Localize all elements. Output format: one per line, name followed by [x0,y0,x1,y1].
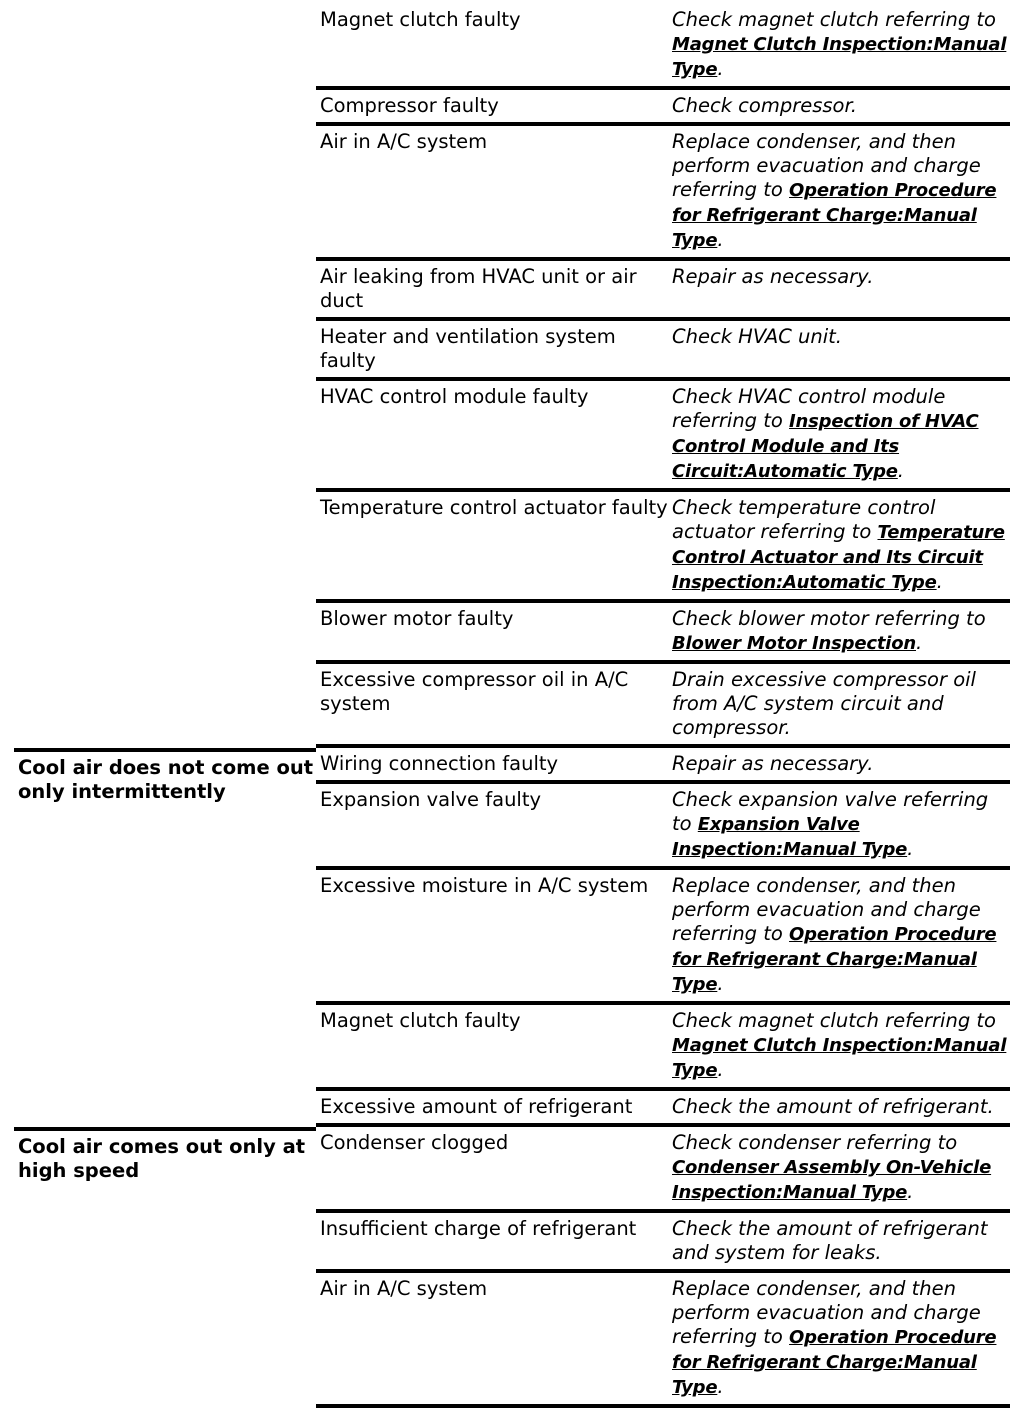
remedy-cell [668,1273,1010,1408]
remedy-cell [668,748,1010,784]
procedure-link[interactable]: Inspection:Automatic Type [672,572,937,593]
table-row [14,4,1010,90]
cause-cell [316,381,668,492]
troubleshooting-table-body [14,4,1010,1408]
cause-text: Air leaking from HVAC unit or air duct [320,265,637,312]
remedy-cell [668,603,1010,664]
remedy-text: Drain excessive compressor oil [672,668,976,691]
remedy-text: . [897,459,904,482]
remedy-text: to [672,812,698,835]
table-row [14,1127,1010,1213]
remedy-text: Check the amount of refrigerant. [672,1095,994,1118]
remedy-text: perform evacuation and charge [672,1301,981,1324]
remedy-text: referring to [672,1325,790,1348]
cause-cell [316,1127,668,1213]
procedure-link[interactable]: Magnet Clutch Inspection:Manual [672,34,1007,55]
symptom-label: Cool air comes out only at high speed [18,1135,306,1182]
remedy-text: . [717,228,724,251]
procedure-link[interactable]: Operation Procedure [789,924,997,945]
procedure-link[interactable]: Blower Motor Inspection [672,633,916,654]
procedure-link[interactable]: Inspection:Manual Type [672,1182,908,1203]
remedy-cell [668,90,1010,126]
remedy-text: referring to [672,922,790,945]
remedy-text: Check the amount of refrigerant [672,1217,988,1240]
cause-cell [316,126,668,261]
remedy-text: Check temperature control [672,496,936,519]
cause-text: Excessive amount of refrigerant [320,1095,633,1118]
cause-cell [316,492,668,603]
remedy-cell [668,870,1010,1005]
remedy-text: Check HVAC unit. [672,325,842,348]
procedure-link[interactable]: Type [672,230,718,251]
procedure-link[interactable]: for Refrigerant Charge:Manual [672,1352,977,1373]
cause-cell [316,1273,668,1408]
procedure-link[interactable]: Control Actuator and Its Circuit [672,547,983,568]
procedure-link[interactable]: for Refrigerant Charge:Manual [672,949,977,970]
remedy-text: . [915,631,923,654]
remedy-cell [668,492,1010,603]
cause-text: Compressor faulty [320,94,499,117]
cause-cell [316,784,668,870]
remedy-text: . [907,837,914,860]
remedy-text: Check condenser referring to [672,1131,958,1154]
remedy-text: actuator referring to [672,520,878,543]
cause-text: Magnet clutch faulty [320,1009,521,1032]
cause-cell [316,1005,668,1091]
procedure-link[interactable]: Temperature [877,522,1005,543]
cause-text: Blower motor faulty [320,607,514,630]
remedy-text: perform evacuation and charge [672,154,981,177]
symptom-cell [14,4,316,748]
cause-text: Excessive moisture in A/C system [320,874,649,897]
cause-text: Insufficient charge of refrigerant [320,1217,637,1240]
cause-text: Temperature control actuator faulty [320,496,668,519]
remedy-text: . [717,57,724,80]
procedure-link[interactable]: Operation Procedure [789,180,997,201]
remedy-text: and system for leaks. [672,1241,882,1264]
cause-cell [316,261,668,321]
remedy-cell [668,126,1010,261]
cause-text: Expansion valve faulty [320,788,542,811]
remedy-cell [668,664,1010,748]
remedy-text: . [907,1180,914,1203]
cause-text: Heater and ventilation system faulty [320,325,616,372]
remedy-cell [668,321,1010,381]
symptom-cell [14,748,316,1127]
remedy-text: Check compressor. [672,94,857,117]
procedure-link[interactable]: Control Module and Its [672,436,900,457]
remedy-text: Check expansion valve referring [672,788,989,811]
remedy-text: Check blower motor referring to [672,607,986,630]
remedy-text: Check HVAC control module [672,385,946,408]
cause-text: HVAC control module faulty [320,385,589,408]
cause-cell [316,321,668,381]
remedy-text: from A/C system circuit and [672,692,944,715]
remedy-cell [668,1213,1010,1273]
procedure-link[interactable]: Type [672,59,718,80]
symptom-cell [14,1127,316,1408]
remedy-text: compressor. [672,716,791,739]
procedure-link[interactable]: Type [672,1377,718,1398]
procedure-link[interactable]: Circuit:Automatic Type [672,461,898,482]
cause-cell [316,1091,668,1127]
cause-text: Magnet clutch faulty [320,8,521,31]
remedy-text: Repair as necessary. [672,752,874,775]
remedy-cell [668,1005,1010,1091]
remedy-text: Replace condenser, and then [672,874,956,897]
remedy-text: . [717,972,724,995]
remedy-cell [668,1127,1010,1213]
procedure-link[interactable]: Condenser Assembly On-Vehicle [672,1157,992,1178]
cause-cell [316,90,668,126]
procedure-link[interactable]: Operation Procedure [789,1327,997,1348]
procedure-link[interactable]: Type [672,974,718,995]
cause-text: Air in A/C system [320,130,488,153]
remedy-text: perform evacuation and charge [672,898,981,921]
procedure-link[interactable]: Magnet Clutch Inspection:Manual [672,1035,1007,1056]
cause-text: Air in A/C system [320,1277,488,1300]
cause-text: Excessive compressor oil in A/C system [320,668,629,715]
remedy-cell [668,784,1010,870]
remedy-text: referring to [672,409,790,432]
cause-text: Wiring connection faulty [320,752,559,775]
remedy-cell [668,261,1010,321]
remedy-text: Check magnet clutch referring to [672,1009,996,1032]
remedy-text: . [717,1058,724,1081]
remedy-text: . [717,1375,724,1398]
remedy-text: referring to [672,178,790,201]
procedure-link[interactable]: Inspection:Manual Type [672,839,908,860]
cause-cell [316,1213,668,1273]
remedy-text: Repair as necessary. [672,265,874,288]
cause-cell [316,4,668,90]
cause-text: Condenser clogged [320,1131,509,1154]
procedure-link[interactable]: Expansion Valve [697,814,860,835]
remedy-cell [668,1091,1010,1127]
cause-cell [316,870,668,1005]
symptom-label: Cool air does not come out only intermittently [18,756,314,803]
remedy-text: Replace condenser, and then [672,130,956,153]
cause-cell [316,603,668,664]
remedy-text: . [936,570,943,593]
troubleshooting-table [14,4,1010,1408]
cause-cell [316,748,668,784]
table-row [14,748,1010,784]
procedure-link[interactable]: for Refrigerant Charge:Manual [672,205,977,226]
remedy-cell [668,4,1010,90]
procedure-link[interactable]: Inspection of HVAC [789,411,979,432]
cause-cell [316,664,668,748]
procedure-link[interactable]: Type [672,1060,718,1081]
remedy-text: Check magnet clutch referring to [672,8,996,31]
remedy-cell [668,381,1010,492]
remedy-text: Replace condenser, and then [672,1277,956,1300]
